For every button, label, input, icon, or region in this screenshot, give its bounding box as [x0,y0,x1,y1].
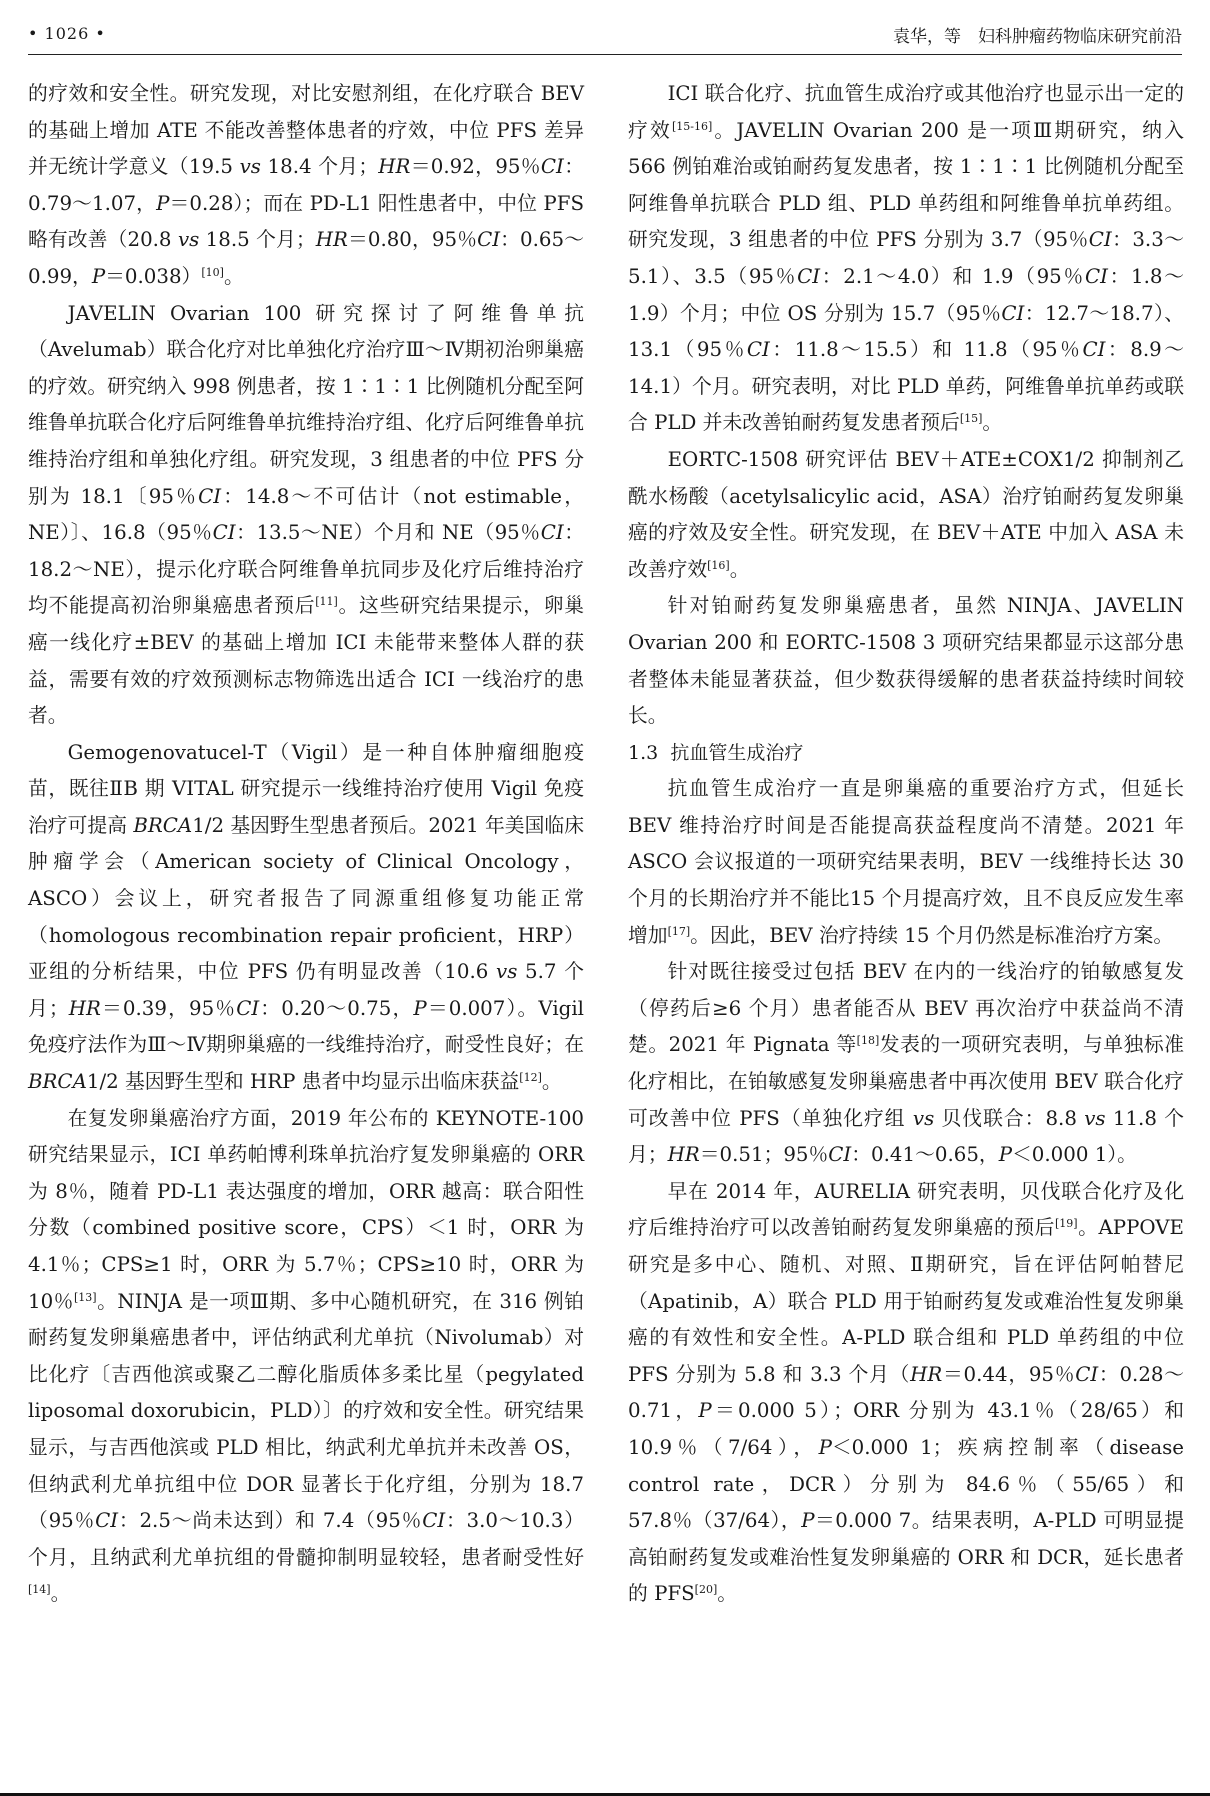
citation: [18] [856,1034,880,1048]
paragraph: 针对既往接受过包括 BEV 在内的一线治疗的铂敏感复发（停药后≥6 个月）患者能否从 BEV 再次治疗中获益尚不清楚。2021 年 Pignata 等[18]发表的一项研究表明，与单独标准化疗相比，在铂敏感复发卵巢癌患者中再次使用 BEV 联合化疗可改善中位 PFS（单独化疗组 vs 贝伐联合：8.8 vs 11.8 个月；HR＝0.51；95％CI：0.41～0.65，P＜0.000 1）。 [628,960,1184,1167]
citation: [14] [28,1583,51,1597]
citation: [16] [707,558,730,572]
citation: [20] [694,1583,718,1597]
page-number: • 1026 • [28,24,106,43]
paragraph: Gemogenovatucel-T（Vigil）是一种自体肿瘤细胞疫苗，既往ⅡB 期 VITAL 研究提示一线维持治疗使用 Vigil 免疫治疗可提高 BRCA1/2 基因野生型患者预后。2021 年美国临床肿瘤学会（American society of Clinical Oncology，ASCO）会议上，研究者报告了同源重组修复功能正常（homologous recombination repair proficient，HRP）亚组的分析结果，中位 PFS 仍有明显改善（10.6 vs 5.7 个月；HR＝0.39，95％CI：0.20～0.75，P＝0.007）。Vigil 免疫疗法作为Ⅲ～Ⅳ期卵巢癌的一线维持治疗，耐受性良好；在 BRCA1/2 基因野生型和 HRP 患者中均显示出临床获益[12]。 [28,740,584,1094]
citation: [19] [1055,1217,1078,1231]
left-column [28,76,584,1613]
paragraph: 抗血管生成治疗一直是卵巢癌的重要治疗方式，但延长 BEV 维持治疗时间是否能提高获益程度尚不清楚。2021 年 ASCO 会议报道的一项研究结果表明，BEV 一线维持长达 30 个月的长期治疗并不能比15 个月提高疗效，且不良反应发生率增加[17]。因此，BEV 治疗持续 15 个月仍然是标准治疗方案。 [628,777,1184,947]
citation: [10] [201,265,224,279]
section-number: 1.3 [628,741,659,764]
paragraph: ICI 联合化疗、抗血管生成治疗或其他治疗也显示出一定的疗效[15-16]。JAVELIN Ovarian 200 是一项Ⅲ期研究，纳入 566 例铂难治或铂耐药复发患者，按 1∶1∶1 比例随机分配至阿维鲁单抗联合 PLD 组、PLD 单药组和阿维鲁单抗单药组。研究发现，3 组患者的中位 PFS 分别为 3.7（95％CI：3.3～5.1）、3.5（95％CI：2.1～4.0）和 1.9（95％CI：1.8～1.9）个月；中位 OS 分别为 15.7（95％CI：12.7～18.7）、13.1（95％CI：11.8～15.5）和 11.8（95％CI：8.9～14.1）个月。研究表明，对比 PLD 单药，阿维鲁单抗单药或联合 PLD 并未改善铂耐药复发患者预后[15]。 [628,82,1185,435]
section-title: 抗血管生成治疗 [670,741,804,764]
section-heading [628,735,1184,772]
paragraph: 在复发卵巢癌治疗方面，2019 年公布的 KEYNOTE-100 研究结果显示，ICI 单药帕博利珠单抗治疗复发卵巢癌的 ORR 为 8％，随着 PD-L1 表达强度的增加，ORR 越高：联合阳性分数（combined positive score，CPS）＜1 时，ORR 为 4.1％；CPS≥1 时，ORR 为 5.7％；CPS≥10 时，ORR 为 10％[13]。NINJA 是一项Ⅲ期、多中心随机研究，在 316 例铂耐药复发卵巢癌患者中，评估纳武利尤单抗（Nivolumab）对比化疗〔吉西他滨或聚乙二醇化脂质体多柔比星（pegylated liposomal doxorubicin，PLD）〕的疗效和安全性。研究结果显示，与吉西他滨或 PLD 相比，纳武利尤单抗并未改善 OS，但纳武利尤单抗组中位 DOR 显著长于化疗组，分别为 18.7（95％CI：2.5～尚未达到）和 7.4（95％CI：3.0～10.3）个月，且纳武利尤单抗组的骨髓抑制明显较轻，患者耐受性好[14]。 [28,1106,584,1606]
paragraph: JAVELIN Ovarian 100 研究探讨了阿维鲁单抗（Avelumab）联合化疗对比单独化疗治疗Ⅲ～Ⅳ期初治卵巢癌的疗效。研究纳入 998 例患者，按 1∶1∶1 比例随机分配至阿维鲁单抗联合化疗后阿维鲁单抗维持治疗组、化疗后阿维鲁单抗维持治疗组和单独化疗组。研究发现，3 组患者的中位 PFS 分别为 18.1〔95％CI：14.8～不可估计（not estimable，NE）〕、16.8（95％CI：13.5～NE）个月和 NE（95％CI：18.2～NE），提示化疗联合阿维鲁单抗同步及化疗后维持治疗均不能提高初治卵巢癌患者预后[11]。这些研究结果提示，卵巢癌一线化疗±BEV 的基础上增加 ICI 未能带来整体人群的获益，需要有效的疗效预测标志物筛选出适合 ICI 一线治疗的患者。 [28,301,584,728]
citation: [13] [73,1290,97,1304]
paragraph: 针对铂耐药复发卵巢癌患者，虽然 NINJA、JAVELIN Ovarian 200 和 EORTC-1508 3 项研究结果都显示这部分患者整体未能显著获益，但少数获得缓解的患者获益持续时间较长。 [628,594,1184,728]
paragraph: EORTC-1508 研究评估 BEV＋ATE±COX1/2 抑制剂乙酰水杨酸（acetylsalicylic acid，ASA）治疗铂耐药复发卵巢癌的疗效及安全性。研究发现，在 BEV＋ATE 中加入 ASA 未改善疗效[16]。 [628,447,1184,581]
running-header [28,18,1182,55]
citation: [12] [519,1071,542,1085]
paragraph: 的疗效和安全性。研究发现，对比安慰剂组，在化疗联合 BEV 的基础上增加 ATE 不能改善整体患者的疗效，中位 PFS 差异并无统计学意义（19.5 vs 18.4 个月；HR＝0.92，95％CI：0.79～1.07，P＝0.28）；而在 PD-L1 阳性患者中，中位 PFS 略有改善（20.8 vs 18.5 个月；HR＝0.80，95％CI：0.65～0.99，P＝0.038）[10]。 [28,82,584,288]
citation: [11] [315,595,338,609]
citation: [17] [667,924,691,938]
right-column [628,76,1184,1613]
citation: [15] [959,412,983,426]
citation: [15-16] [671,119,713,133]
running-title: 袁华，等 妇科肿瘤药物临床研究前沿 [893,27,1182,47]
paragraph: 早在 2014 年，AURELIA 研究表明，贝伐联合化疗及化疗后维持治疗可以改善铂耐药复发卵巢癌的预后[19]。APPOVE 研究是多中心、随机、对照、Ⅱ期研究，旨在评估阿帕替尼（Apatinib，A）联合 PLD 用于铂耐药复发或难治性复发卵巢癌的有效性和安全性。A-PLD 联合组和 PLD 单药组的中位 PFS 分别为 5.8 和 3.3 个月（HR＝0.44，95％CI：0.28～0.71，P＝0.000 5）；ORR 分别为 43.1％（28/65）和 10.9％（7/64），P＜0.000 1；疾病控制率（disease control rate，DCR）分别为 84.6％（55/65）和 57.8％（37/64），P＝0.000 7。结果表明，A-PLD 可明显提高铂耐药复发或难治性复发卵巢癌的 ORR 和 DCR，延长患者的 PFS[20]。 [628,1179,1184,1606]
